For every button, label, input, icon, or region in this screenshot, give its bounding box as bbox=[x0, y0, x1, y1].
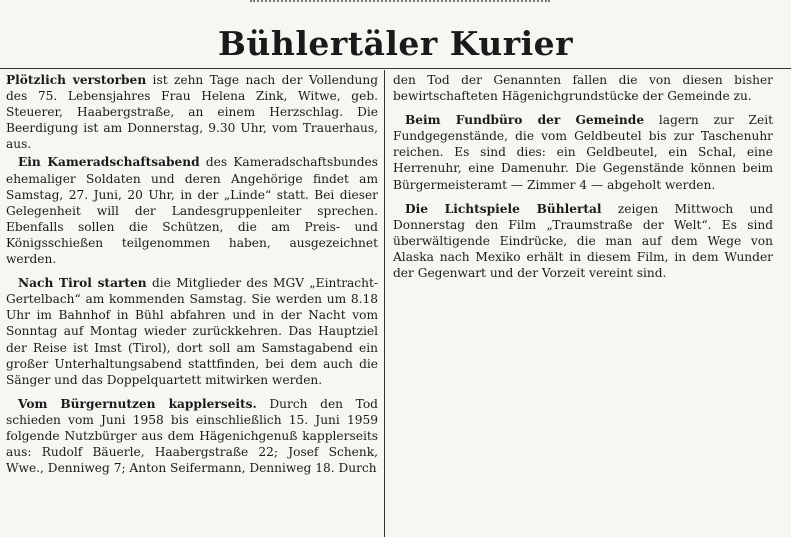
article-lead: Ein Kameradschaftsabend bbox=[18, 155, 200, 170]
article-body: die Mitglieder des MGV „Eintracht-Gertelbach“ am kommenden Samstag. Sie werden um 8.18 Uhr im Bahnhof in Bühl abfahren und in der Nacht vom Sonntag auf Montag wieder zurückkehren. Das Hauptziel der Reise ist Imst (Tirol), dort soll am Samstagabend ein großer Unterhaltungsabend stattfinden, bei dem auch die Sänger und das Doppelquartett mitwirken werden. bbox=[6, 276, 378, 387]
right-column bbox=[393, 72, 773, 283]
article-tirol bbox=[6, 275, 378, 388]
article-lead: Plötzlich verstorben bbox=[6, 73, 147, 87]
article-lead: Nach Tirol starten bbox=[18, 276, 147, 291]
article-kameradschaftsabend bbox=[6, 154, 378, 267]
article-lichtspiele bbox=[393, 201, 773, 281]
article-lead: Die Lichtspiele Bühlertal bbox=[405, 201, 602, 216]
article-lead: Vom Bürgernutzen kapplerseits. bbox=[18, 396, 257, 411]
article-lead: Beim Fundbüro der Gemeinde bbox=[405, 113, 645, 128]
article-buergernutzen bbox=[6, 396, 378, 476]
article-body: ist zehn Tage nach der Vollendung des 75. Lebensjahres Frau Helena Zink, Witwe, geb. Steuerer, Haabergstraße, an einem Herzschlag. Die Beerdigung ist am Donnerstag, 9.30 Uhr, vom Trauerhaus, aus. bbox=[6, 73, 378, 152]
page-title: Bühlertäler Kurier bbox=[217, 24, 574, 63]
left-column bbox=[6, 72, 378, 478]
article-continuation bbox=[393, 72, 773, 104]
clipped-header-strip bbox=[250, 0, 550, 8]
title-rule bbox=[0, 68, 791, 69]
article-body: lagern zur Zeit Fundgegenstände, die vom Geldbeutel bis zur Taschenuhr reichen. Es sind dies: ein Geldbeutel, ein Schal, eine Herrenuhr, eine Damenuhr. Die Gegenstände können beim Bürgermeisteramt — Zimmer 4 — abgeholt werden. bbox=[393, 113, 773, 192]
column-divider bbox=[384, 70, 385, 537]
article-verstorben bbox=[6, 72, 378, 152]
article-body: Durch den Tod schieden vom Juni 1958 bis einschließlich 15. Juni 1959 folgende Nutzbürger aus dem Hägenichgenuß kapplerseits aus: Rudolf Bäuerle, Haabergstraße 22; Josef Schenk, Wwe., Denniweg 7; Anton Seifermann, Denniweg 18. Durch bbox=[6, 396, 378, 476]
article-body: des Kameradschaftsbundes ehemaliger Soldaten und deren Angehörige findet am Samstag, 27. Juni, 20 Uhr, in der „Linde“ statt. Bei dieser Gelegenheit will der Landesgruppenleiter sprechen. Ebenfalls sollen die Schützen, die am Preis- und Königsschießen teilgenommen haben, ausgezeichnet werden. bbox=[6, 155, 378, 267]
article-body: zeigen Mittwoch und Donnerstag den Film „Traumstraße der Welt“. Es sind überwältigende Eindrücke, die man auf dem Wege von Alaska nach Mexiko erhält in diesem Film, in dem Wunder der Gegenwart und der Vorzeit vereint sind. bbox=[393, 201, 773, 281]
article-body: den Tod der Genannten fallen die von diesen bisher bewirtschafteten Hägenichgrundstücke der Gemeinde zu. bbox=[393, 73, 773, 104]
article-fundbuero bbox=[393, 112, 773, 192]
